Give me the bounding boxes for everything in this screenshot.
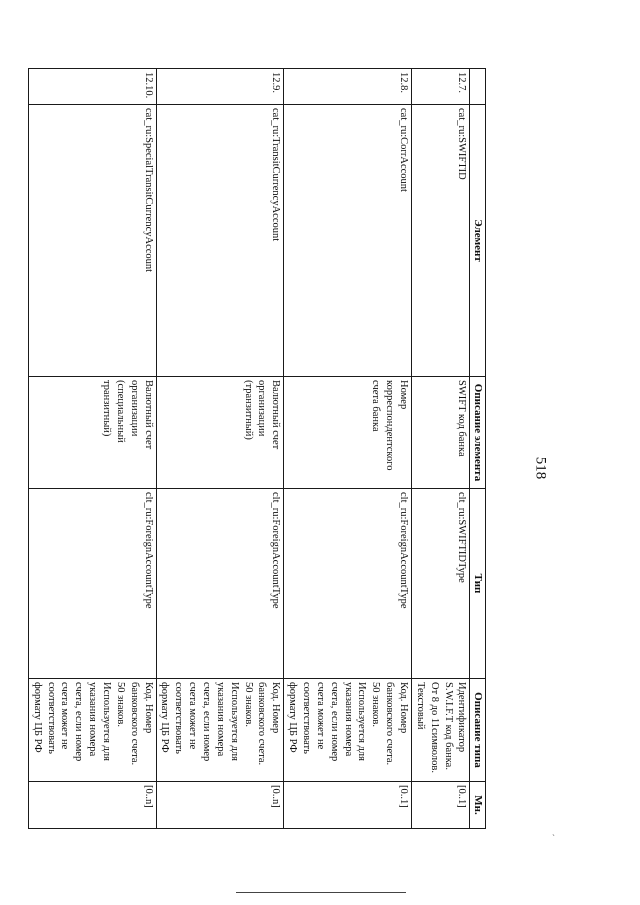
row-number: 12.8. — [284, 69, 412, 105]
row-type-description: Код. Номер банковского счета. 50 знаков. Используется для указания номера счета, если номер счета может не соответствовать формату ЦБ РФ — [156, 679, 284, 782]
header-multiplicity: Мн. — [470, 782, 486, 829]
row-element: cat_ru:SpecialTransitCurrencyAccount — [28, 105, 156, 377]
table-row — [28, 69, 156, 829]
row-type: clt_ru:ForeignAccountType — [284, 489, 412, 679]
row-number: 12.10. — [28, 69, 156, 105]
row-type: clt_ru:SWIFTIDType — [412, 489, 470, 679]
scan-mark: ˎ — [552, 826, 555, 836]
row-multiplicity: [0..1] — [412, 782, 470, 829]
row-element: cat_ru:TransitCurrencyAccount — [156, 105, 284, 377]
table-header-row — [470, 69, 486, 829]
table-row — [284, 69, 412, 829]
row-type-description: Код. Номер банковского счета. 50 знаков. Используется для указания номера счета, если номер счета может не соответствовать формату ЦБ РФ — [284, 679, 412, 782]
row-multiplicity: [0..n] — [156, 782, 284, 829]
row-type-description: Идентификатор S.W.I.F.T код банка. От 8 до 11символов. Текстовый — [412, 679, 470, 782]
table-row — [412, 69, 470, 829]
row-element: cat_ru:CorrAccount — [284, 105, 412, 377]
header-type: Тип — [470, 489, 486, 679]
row-type: clt_ru:ForeignAccountType — [156, 489, 284, 679]
row-multiplicity: [0..n] — [28, 782, 156, 829]
header-element: Элемент — [470, 105, 486, 377]
page-number: 518 — [532, 456, 549, 480]
row-type-description: Код. Номер банковского счета. 50 знаков. Используется для указания номера счета, если номер счета может не соответствовать формату ЦБ РФ — [28, 679, 156, 782]
row-element: cat_ru:SWIFTID — [412, 105, 470, 377]
table-row — [156, 69, 284, 829]
row-element-description: Валютный счет организации (транзитный) — [156, 377, 284, 489]
row-number: 12.7. — [412, 69, 470, 105]
row-element-description: Валютный счет организации (специальный транзитный) — [28, 377, 156, 489]
header-number — [470, 69, 486, 105]
scan-bottom-rule — [236, 892, 406, 893]
row-type: clt_ru:ForeignAccountType — [28, 489, 156, 679]
row-element-description: SWIFT код банка — [412, 377, 470, 489]
header-element-description: Описание элемента — [470, 377, 486, 489]
rotated-table-container — [31, 68, 486, 828]
row-multiplicity: [0..1] — [284, 782, 412, 829]
row-number: 12.9. — [156, 69, 284, 105]
header-type-description: Описание типа — [470, 679, 486, 782]
elements-table — [28, 68, 486, 829]
row-element-description: Номер корреспондентского счета банка — [284, 377, 412, 489]
